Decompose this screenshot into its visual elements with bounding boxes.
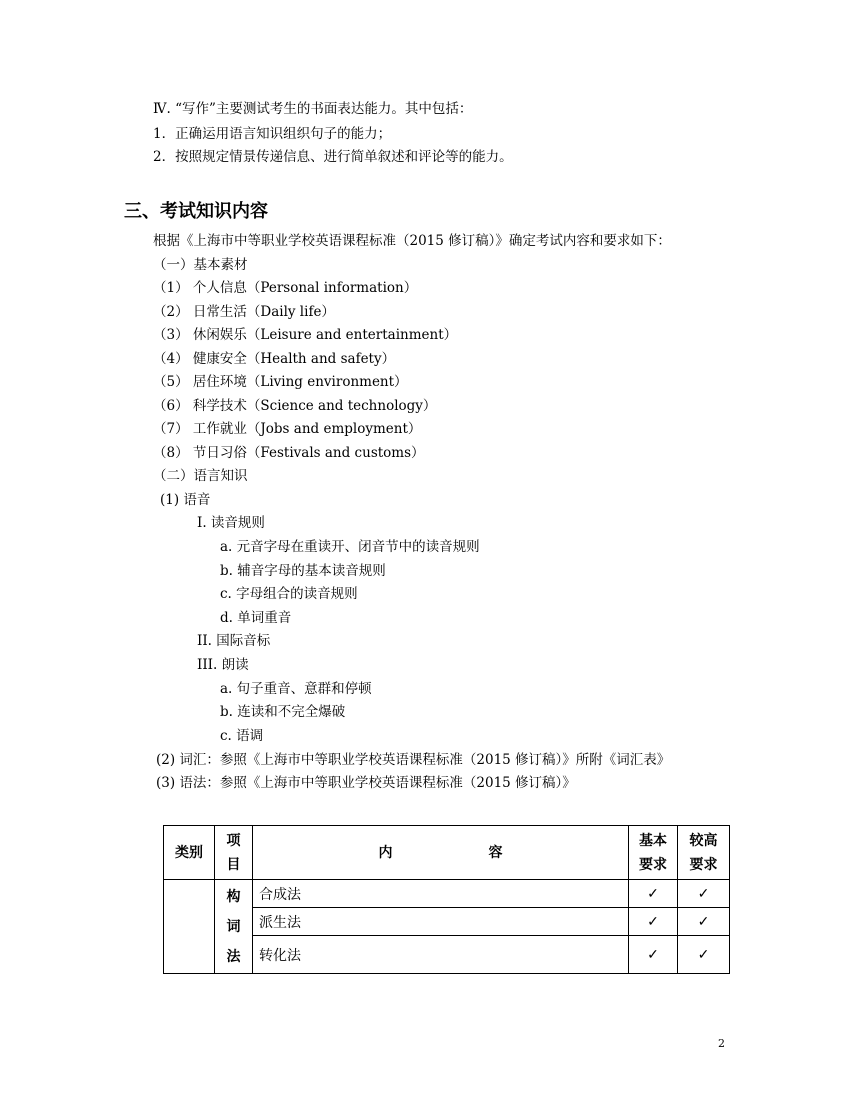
material-item: （7） 工作就业（Jobs and employment）: [153, 421, 422, 437]
reading-rules-title: I. 读音规则: [197, 515, 265, 531]
reading-aloud-title: III. 朗读: [197, 657, 249, 673]
vocabulary-line: (2) 词汇：参照《上海市中等职业学校英语课程标准（2015 修订稿）》所附《词汇表》: [156, 752, 671, 768]
ipa-title: II. 国际音标: [197, 633, 271, 649]
part2-title: （二）语言知识: [153, 468, 248, 484]
intro-line-2: 2．按照规定情景传递信息、进行简单叙述和评论等的能力。: [153, 149, 513, 165]
material-item: （2） 日常生活（Daily life）: [153, 304, 335, 320]
reading-rule-item: a. 元音字母在重读开、闭音节中的读音规则: [220, 539, 480, 555]
reading-aloud-item: a. 句子重音、意群和停顿: [220, 681, 372, 697]
part1-title: （一）基本素材: [153, 257, 248, 273]
phonetics-title: (1) 语音: [160, 492, 211, 508]
section-intro: 根据《上海市中等职业学校英语课程标准（2015 修订稿）》确定考试内容和要求如下：: [153, 233, 671, 249]
material-item: （1） 个人信息（Personal information）: [153, 280, 418, 296]
content-cell: 转化法: [253, 936, 629, 974]
reading-aloud-item: b. 连读和不完全爆破: [220, 704, 346, 720]
header-advanced-requirement: 较高 要求: [678, 826, 730, 880]
reading-rule-item: b. 辅音字母的基本读音规则: [220, 563, 386, 579]
grammar-line: (3) 语法：参照《上海市中等职业学校英语课程标准（2015 修订稿）》: [156, 775, 576, 791]
basic-check: ✓: [629, 936, 678, 974]
section-heading: 三、考试知识内容: [124, 201, 268, 222]
basic-check: ✓: [629, 880, 678, 908]
material-item: （6） 科学技术（Science and technology）: [153, 398, 437, 414]
intro-line-1: 1．正确运用语言知识组织句子的能力；: [153, 126, 392, 142]
material-item: （8） 节日习俗（Festivals and customs）: [153, 445, 425, 461]
requirements-table: [163, 825, 730, 974]
header-item: 项 目: [215, 826, 253, 880]
page-number: 2: [718, 1037, 725, 1050]
advanced-check: ✓: [678, 936, 730, 974]
reading-rule-item: d. 单词重音: [220, 610, 292, 626]
header-basic-requirement: 基本 要求: [629, 826, 678, 880]
reading-rule-item: c. 字母组合的读音规则: [220, 586, 358, 602]
content-cell: 派生法: [253, 908, 629, 936]
table-row: [164, 880, 730, 908]
group-word-formation: 构 词 法: [215, 880, 253, 974]
material-item: （4） 健康安全（Health and safety）: [153, 351, 396, 367]
advanced-check: ✓: [678, 880, 730, 908]
content-cell: 合成法: [253, 880, 629, 908]
material-item: （5） 居住环境（Living environment）: [153, 374, 408, 390]
header-category: 类别: [164, 826, 215, 880]
material-item: （3） 休闲娱乐（Leisure and entertainment）: [153, 327, 458, 343]
category-cell: [164, 880, 215, 974]
basic-check: ✓: [629, 908, 678, 936]
advanced-check: ✓: [678, 908, 730, 936]
header-content: 内 容: [253, 826, 629, 880]
table-header-row: [164, 826, 730, 880]
intro-line-writing: Ⅳ. “写作”主要测试考生的书面表达能力。其中包括：: [153, 101, 473, 117]
reading-aloud-item: c. 语调: [220, 728, 264, 744]
